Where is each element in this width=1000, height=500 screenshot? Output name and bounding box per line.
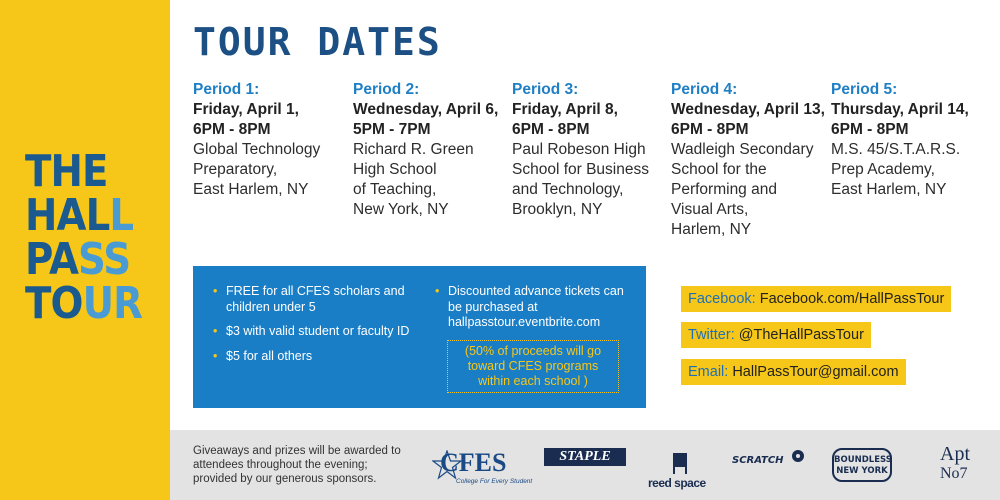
staple-logo: STAPLE	[544, 448, 626, 466]
period-venue-line: High School	[353, 161, 437, 178]
page-title: TOUR DATES	[193, 20, 442, 64]
logo-line-2: HALL	[25, 190, 134, 241]
pricing-info-box	[193, 266, 646, 408]
period-venue-line: Paul Robeson High	[512, 141, 646, 158]
period-name: Period 4:	[671, 81, 738, 98]
period-name: Period 2:	[353, 81, 420, 98]
scratch-logo: SCRATCH	[732, 450, 810, 474]
period-date: Thursday, April 14,	[831, 101, 969, 118]
period-venue-line: East Harlem, NY	[193, 181, 309, 198]
advance-tickets	[435, 284, 640, 393]
period-1	[193, 80, 351, 200]
proceeds-note: (50% of proceeds will go toward CFES programs within each school )	[447, 340, 619, 393]
email-address[interactable]: HallPassTour@gmail.com	[732, 364, 899, 380]
sponsors-footer	[170, 430, 1000, 500]
twitter-label: Twitter:	[688, 327, 735, 343]
twitter-handle[interactable]: @TheHallPassTour	[738, 327, 864, 343]
period-venue-line: Prep Academy,	[831, 161, 935, 178]
period-venue-line: Performing and	[671, 181, 777, 198]
hall-pass-tour-logo	[25, 146, 155, 329]
apt-no7-logo: Apt No7	[940, 443, 970, 482]
email-label: Email:	[688, 364, 729, 380]
pricing-list	[213, 284, 413, 373]
period-venue-line: Wadleigh Secondary	[671, 141, 814, 158]
left-yellow-band	[0, 0, 170, 500]
pricing-item: • $3 with valid student or faculty ID	[213, 324, 413, 340]
period-venue-line: and Technology,	[512, 181, 624, 198]
periods-row	[193, 80, 993, 250]
period-date: Friday, April 1,	[193, 101, 299, 118]
logo-line-3: PASS	[25, 234, 131, 285]
period-date: Friday, April 8,	[512, 101, 618, 118]
period-venue-line: New York, NY	[353, 201, 449, 218]
period-venue-line: East Harlem, NY	[831, 181, 947, 198]
logo-line-1: THE	[25, 146, 108, 197]
period-venue-line: Harlem, NY	[671, 221, 752, 238]
period-name: Period 1:	[193, 81, 260, 98]
period-date: Wednesday, April 13,	[671, 101, 825, 118]
period-time: 6PM - 8PM	[671, 121, 749, 138]
period-venue-line: School for Business	[512, 161, 649, 178]
period-4	[671, 80, 829, 240]
period-venue-line: Global Technology	[193, 141, 321, 158]
period-venue-line: Visual Arts,	[671, 201, 749, 218]
period-venue-line: Brooklyn, NY	[512, 201, 603, 218]
boundless-logo: BOUNDLESS NEW YORK	[832, 448, 892, 482]
period-venue-line: of Teaching,	[353, 181, 437, 198]
email-tag[interactable]	[681, 359, 906, 385]
period-name: Period 5:	[831, 81, 898, 98]
twitter-tag[interactable]	[681, 322, 871, 348]
period-venue-line: M.S. 45/S.T.A.R.S.	[831, 141, 961, 158]
period-time: 5PM - 7PM	[353, 121, 431, 138]
pricing-item: • $5 for all others	[213, 349, 413, 365]
chair-icon	[670, 452, 690, 474]
facebook-tag[interactable]	[681, 286, 951, 312]
giveaway-text: Giveaways and prizes will be awarded to attendees throughout the evening; provided by our generous sponsors.	[193, 445, 401, 485]
advance-tickets-text: • Discounted advance tickets can be purchased at hallpasstour.eventbrite.com	[435, 284, 640, 331]
period-5	[831, 80, 989, 200]
period-venue-line: School for the	[671, 161, 767, 178]
period-date: Wednesday, April 6,	[353, 101, 499, 118]
period-3	[512, 80, 670, 220]
period-venue-line: Richard R. Green	[353, 141, 474, 158]
period-name: Period 3:	[512, 81, 579, 98]
period-time: 6PM - 8PM	[193, 121, 271, 138]
reed-space-logo: reed space	[648, 452, 712, 492]
pricing-item: • FREE for all CFES scholars and children under 5	[213, 284, 413, 315]
logo-line-4: TOUR	[25, 278, 143, 329]
period-venue-line: Preparatory,	[193, 161, 278, 178]
period-time: 6PM - 8PM	[512, 121, 590, 138]
period-time: 6PM - 8PM	[831, 121, 909, 138]
period-2	[353, 80, 511, 220]
cfes-logo: CFES College For Every Student	[432, 448, 532, 488]
facebook-label: Facebook:	[688, 291, 756, 307]
facebook-link[interactable]: Facebook.com/HallPassTour	[759, 291, 945, 307]
dj-icon	[790, 448, 806, 464]
